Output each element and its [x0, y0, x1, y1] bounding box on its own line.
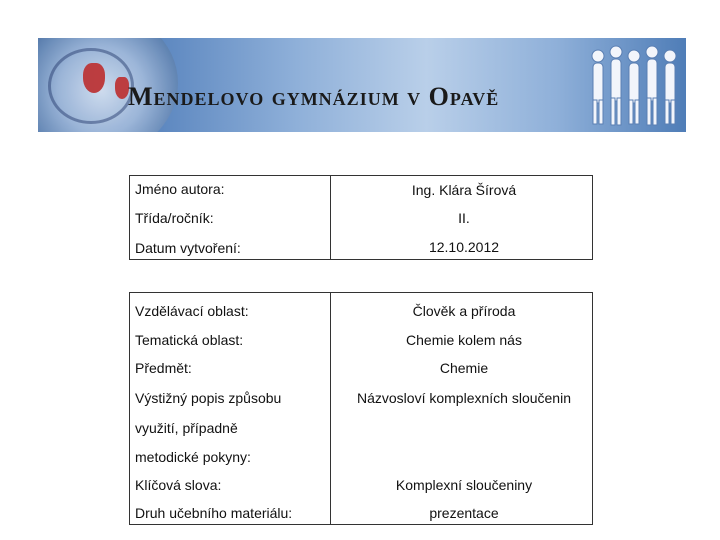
keywords-label: Klíčová slova: [135, 477, 222, 493]
date-label: Datum vytvoření: [135, 240, 241, 256]
class-value: II. [458, 210, 470, 226]
area-label: Vzdělávací oblast: [135, 303, 249, 319]
thematic-label: Tematická oblast: [135, 332, 244, 348]
school-name: Mendelovo gymnázium v Opavě [128, 82, 500, 111]
material-info-table [129, 292, 593, 525]
description-label-line-3: metodické pokyny: [135, 449, 251, 465]
description-label-line-2: využití, případně [135, 420, 238, 436]
class-label: Třída/ročník: [135, 210, 214, 226]
material-type-label: Druh učebního materiálu: [135, 505, 293, 521]
date-value: 12.10.2012 [428, 239, 500, 255]
area-value: Člověk a příroda [412, 303, 516, 319]
description-value: Názvosloví komplexních sloučenin [357, 390, 571, 406]
material-type-value: prezentace [429, 505, 499, 521]
column-divider [330, 176, 331, 259]
column-divider [330, 293, 331, 524]
keywords-value: Komplexní sloučeniny [395, 477, 533, 493]
author-info-table [129, 175, 593, 260]
people-silhouettes-icon [588, 42, 680, 128]
description-label-line-1: Výstižný popis způsobu [135, 390, 282, 406]
author-value: Ing. Klára Šírová [411, 182, 517, 198]
subject-value: Chemie [439, 360, 489, 376]
author-label: Jméno autora: [135, 181, 225, 197]
school-banner [38, 38, 686, 132]
subject-label: Předmět: [135, 360, 192, 376]
thematic-value: Chemie kolem nás [406, 332, 522, 348]
